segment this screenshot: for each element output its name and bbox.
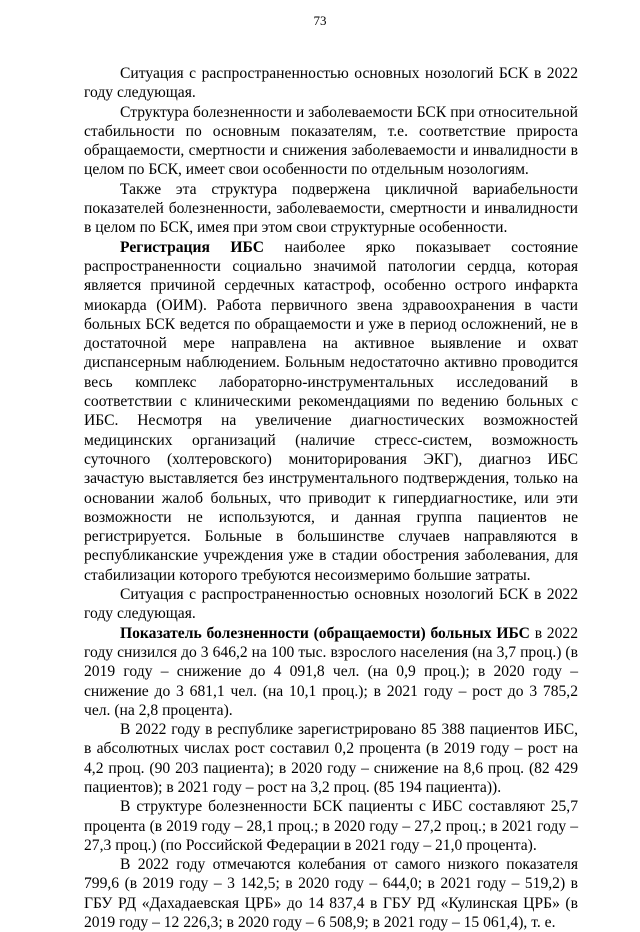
paragraph-ibs-prevalence-rate — [84, 624, 578, 720]
paragraph-text: В 2022 году отмечаются колебания от самого низкого показателя 799,6 (в 2019 году – 3 142,5; в 2020 году – 644,0; в 2021 году – 519,2) в ГБУ РД «Дахадаевская ЦРБ» до 14 837,4 в ГБУ РД «Кулинская ЦРБ» (в 2019 году – 12 226,3; в 2020 году – 6 508,9; в 2021 году – 15 061,4), т. е. — [84, 856, 578, 932]
paragraph-text: в 2022 году снизился до 3 646,2 на 100 тыс. взрослого населения (на 3,7 проц.) (в 2019 году – снижение до 4 091,8 чел. (на 0,9 проц.); в 2020 году – снижение до 3 681,1 чел. (на 10,1 проц.); в 2021 году – рост до 3 785,2 чел. (на 2,8 процента). — [84, 624, 578, 719]
paragraph-ibs-registered-patients — [84, 720, 578, 797]
paragraph-bsk-situation — [84, 64, 578, 103]
paragraph-bold-lead: Показатель болезненности (обращаемости) больных ИБС — [120, 624, 530, 642]
paragraph-bsk-structure — [84, 103, 578, 180]
paragraph-text: В 2022 году в республике зарегистрировано 85 388 пациентов ИБС, в абсолютных числах рост составил 0,2 процента (в 2019 году – рост на 4,2 проц. (90 203 пациента); в 2020 году – снижение на 8,6 проц. (82 429 пациентов); в 2021 году – рост на 3,2 проц. (85 194 пациента)). — [84, 721, 578, 796]
paragraph-district-variation — [84, 855, 578, 932]
paragraph-text: Структура болезненности и заболеваемости БСК при относительной стабильности по основным показателям, т.е. соответствие прироста обращаемости, смертности и снижения заболеваемости и инвалидности в целом по БСК, имеет свои особенности по отдельным нозологиям. — [84, 103, 578, 179]
paragraph-text: наиболее ярко показывает состояние распространенности социально значимой патологии сердца, которая является причиной сердечных катастроф, особенно острого инфаркта миокарда (ОИМ). Работа первичного звена здравоохранения в части больных БСК ведется по обращаемости и уже в период осложнений, не в достаточной мере направлена на активное выявление и охват диспансерным наблюдением. Больным недостаточно активно проводится весь комплекс лабораторно-инструментальных исследований в соответствии с клиническими рекомендациями по ведению больных с ИБС. Несмотря на увеличение диагностических возможностей медицинских организаций (наличие стресс-систем, возможность суточного (холтеровского) мониторирования ЭКГ), диагноз ИБС зачастую выставляется без инструментального подтверждения, только на основании жалоб больных, что приводит к гипердиагностике, или эти возможности не используются, и данная группа пациентов не регистрируется. Больные в большинстве случаев направляются в республиканские учреждения уже в стадии обострения заболевания, для стабилизации которого требуются несоизмеримо большие затраты. — [84, 238, 578, 584]
paragraph-ibs-registration — [84, 238, 578, 585]
page-number: 73 — [313, 13, 327, 28]
paragraph-text: Ситуация с распространенностью основных нозологий БСК в 2022 году следующая. — [84, 65, 578, 102]
paragraph-cyclic-variability — [84, 180, 578, 238]
paragraph-ibs-share — [84, 797, 578, 855]
document-body — [84, 64, 578, 932]
paragraph-bsk-situation-repeat — [84, 585, 578, 624]
paragraph-bold-lead: Регистрация ИБС — [120, 238, 265, 256]
paragraph-text: В структуре болезненности БСК пациенты с ИБС составляют 25,7 процента (в 2019 году – 28,1 проц.; в 2020 году – 27,2 проц.; в 2021 году – 27,3 проц.) (по Российской Федерации в 2021 году – 21,0 процента). — [84, 798, 578, 854]
paragraph-text: Также эта структура подвержена цикличной вариабельности показателей болезненности, заболеваемости, смертности и инвалидности в целом по БСК, имея при этом свои структурные особенности. — [84, 180, 578, 237]
paragraph-text: Ситуация с распространенностью основных нозологий БСК в 2022 году следующая. — [84, 586, 578, 623]
